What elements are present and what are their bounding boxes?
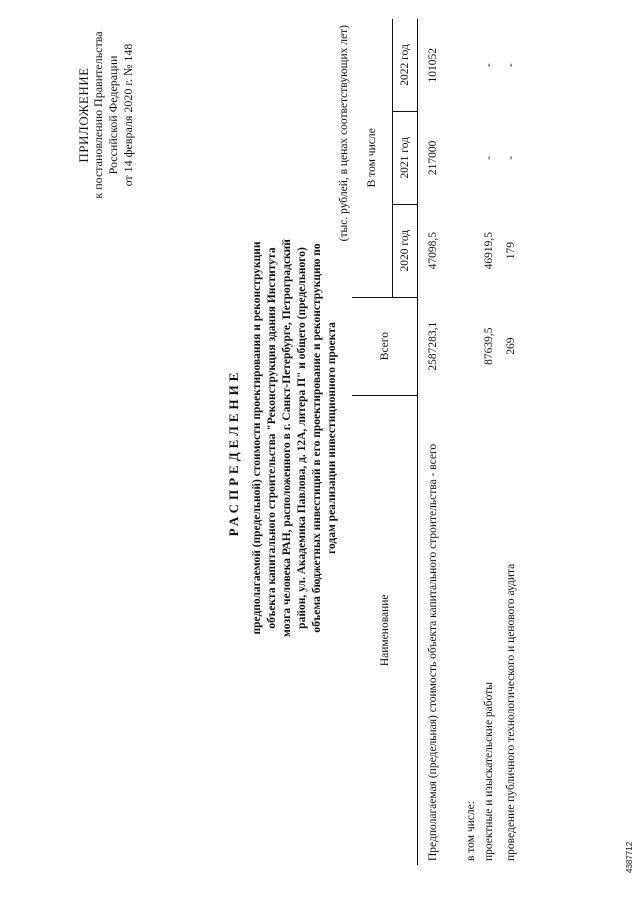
row-2021-value: - (483, 155, 495, 160)
distribution-table (352, 19, 526, 865)
document-id: 4387712 (625, 841, 634, 873)
row-total-value: 269 (505, 337, 517, 355)
header-year-2020: 2020 год (393, 204, 418, 297)
table-row (482, 19, 504, 865)
row-2022-value: 101052 (427, 47, 439, 83)
appendix-title: ПРИЛОЖЕНИЕ (76, 67, 91, 163)
row-name: проектные и изыскательские работы (483, 682, 495, 861)
row-total-value (464, 297, 482, 395)
header-year-2022: 2022 год (393, 19, 418, 111)
row-2021-value (464, 111, 482, 204)
row-name: Предполагаемая (предельная) стоимость объекта капитального строительства - всего (427, 443, 439, 861)
appendix-line-3: от 14 февраля 2020 г. № 148 (121, 43, 135, 187)
header-year-2021: 2021 год (393, 111, 418, 204)
row-2022-value (464, 19, 482, 111)
appendix-block (76, 15, 136, 215)
row-total-value: 2587283,1 (427, 321, 439, 371)
units-note: (тыс. рублей, в ценах соответствующих лет) (338, 25, 350, 242)
row-2021-value: 217000 (427, 140, 439, 176)
row-2022-value: - (505, 63, 517, 68)
header-total: Всего (352, 297, 418, 395)
table-row (504, 19, 526, 865)
table-row (464, 19, 482, 865)
row-2020-value (464, 204, 482, 297)
row-total-value: 87639,5 (483, 327, 495, 365)
header-name: Наименование (352, 395, 418, 865)
appendix-line-2: Российской Федерации (106, 55, 120, 175)
row-2020-value: 46919,5 (483, 231, 495, 270)
row-2020-value: 179 (505, 242, 517, 260)
appendix-line-1: к постановлению Правительства (91, 31, 105, 199)
row-2021-value: - (505, 155, 517, 160)
row-name: проведение публичного технологического и ценового аудита (505, 563, 517, 861)
row-name: в том числе: (465, 801, 477, 861)
table-row (418, 19, 465, 865)
document-heading: РАСПРЕДЕЛЕНИЕ (226, 368, 241, 537)
document-subtitle: предполагаемой (предельной) стоимости проектирования и реконструкции объекта капитального строительства "Реконструкция здания Института мозга человека РАН, расположенного в г. Санкт-Петербурге, Петроградский район, ул. Академика Павлова, д. 12А, литера П" и общего (предельного) объема бюджетных инвестиций в его проектирование и реконструкцию по годам реализации инвестиционного проекта (251, 239, 338, 637)
row-2020-value: 47098,5 (427, 231, 439, 270)
row-2022-value: - (483, 63, 495, 68)
header-including: В том числе (352, 19, 393, 297)
